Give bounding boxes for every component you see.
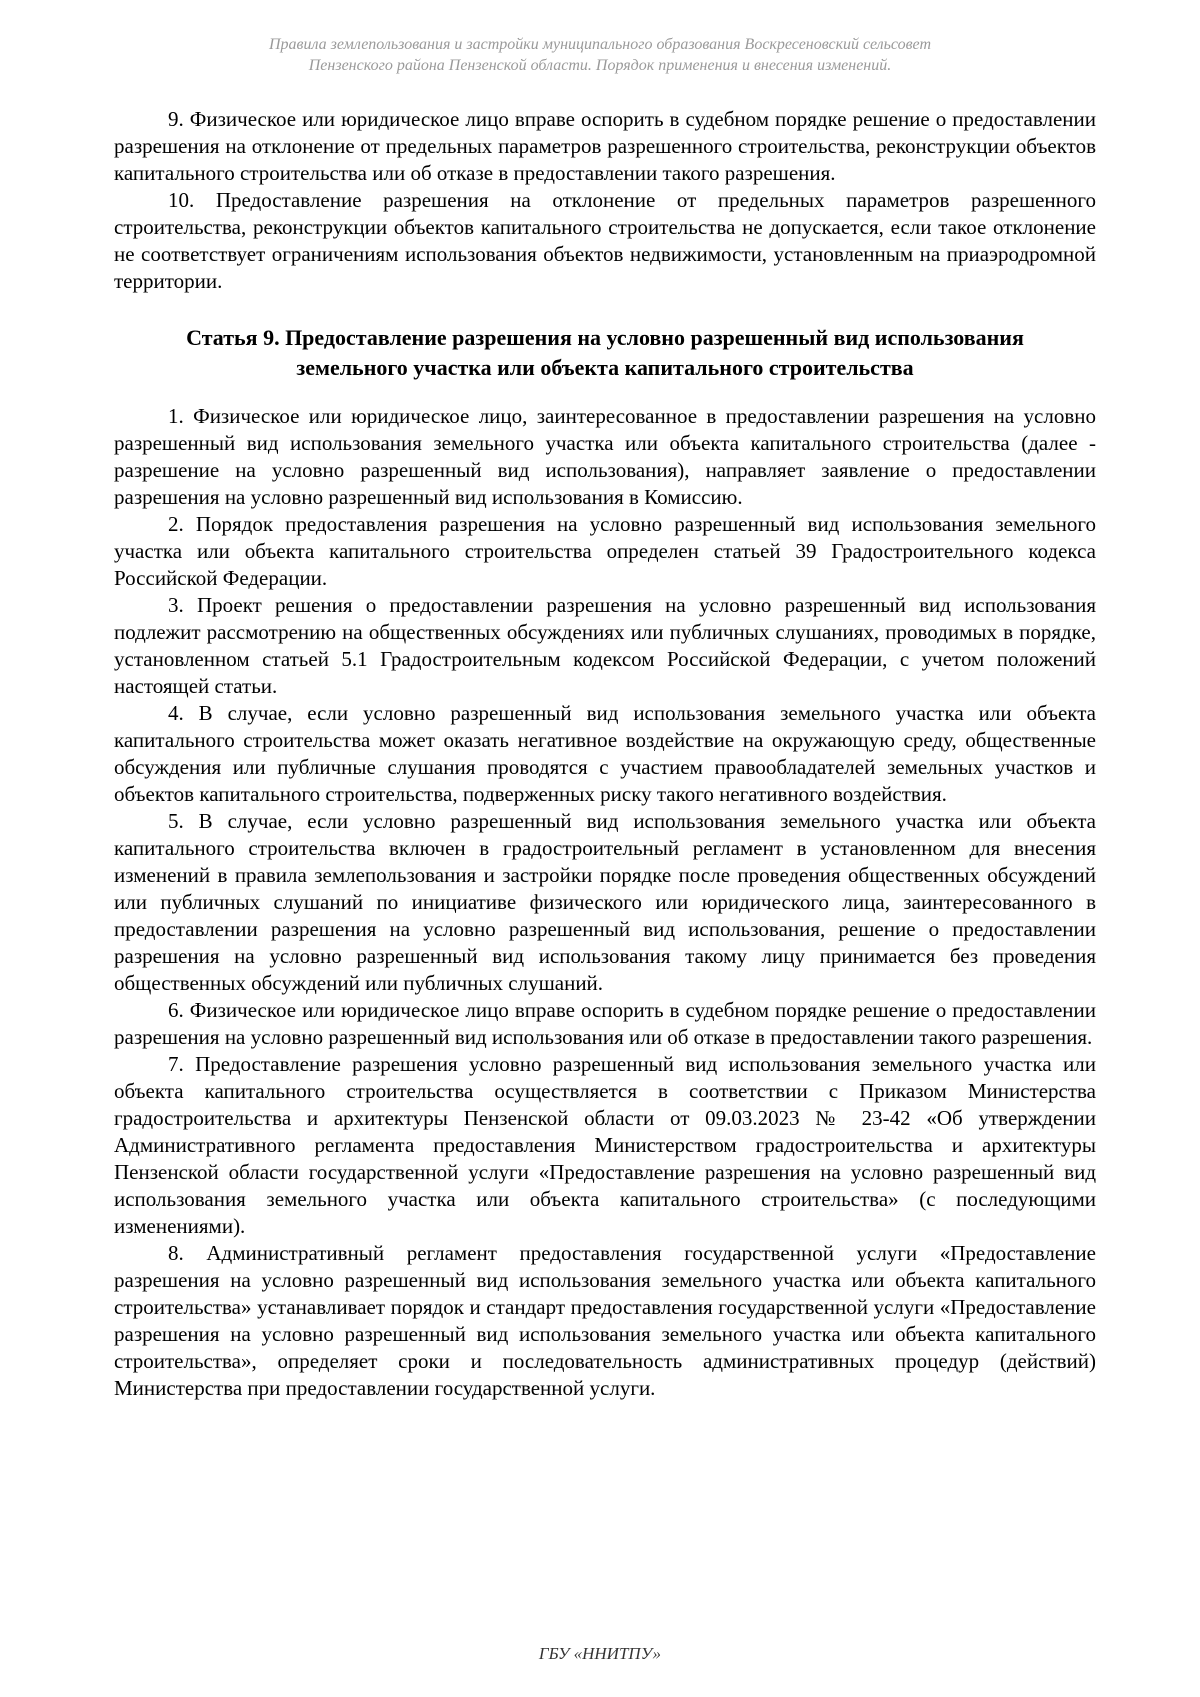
running-header-line-2: Пензенского района Пензенской области. Порядок применения и внесения изменений. — [308, 57, 892, 74]
article-paragraph-2: 2. Порядок предоставления разрешения на условно разрешенный вид использования земельного участка или объекта капитального строительства определен статьей 39 Градостроительного кодекса Российской Федерации. — [114, 512, 1096, 590]
running-footer: ГБУ «ННИТПУ» — [538, 1644, 662, 1663]
paragraph-item-9: 9. Физическое или юридическое лицо вправе оспорить в судебном порядке решение о предоставлении разрешения на отклонение от предельных параметров разрешенного строительства, реконструкции объектов капитального строительства или об отказе в предоставлении такого разрешения. — [114, 107, 1096, 185]
article-paragraph-5: 5. В случае, если условно разрешенный вид использования земельного участка или объекта капитального строительства включен в градостроительный регламент в установленном для внесения изменений в правила землепользования и застройки порядке после проведения общественных обсуждений или публичных слушаний по инициативе физического или юридического лица, заинтересованного в предоставлении разрешения на условно разрешенный вид использования, решение о предоставлении разрешения на условно разрешенный вид использования такому лицу принимается без проведения общественных обсуждений или публичных слушаний. — [114, 809, 1096, 995]
article-paragraph-1: 1. Физическое или юридическое лицо, заинтересованное в предоставлении разрешения на условно разрешенный вид использования земельного участка или объекта капитального строительства (далее - разрешение на условно разрешенный вид использования), направляет заявление о предоставлении разрешения на условно разрешенный вид использования в Комиссию. — [114, 404, 1096, 509]
running-header-line-1: Правила землепользования и застройки муниципального образования Воскресеновский сельсовет — [269, 36, 931, 53]
article-paragraph-4: 4. В случае, если условно разрешенный вид использования земельного участка или объекта капитального строительства может оказать негативное воздействие на окружающую среду, общественные обсуждения или публичные слушания проводятся с участием правообладателей земельных участков и объектов капитального строительства, подверженных риску такого негативного воздействия. — [114, 701, 1096, 806]
article-paragraph-6: 6. Физическое или юридическое лицо вправе оспорить в судебном порядке решение о предоставлении разрешения на условно разрешенный вид использования или об отказе в предоставлении такого разрешения. — [114, 998, 1096, 1049]
article-heading-line-1: Статья 9. Предоставление разрешения на условно разрешенный вид использования — [186, 325, 1024, 350]
article-paragraph-7: 7. Предоставление разрешения условно разрешенный вид использования земельного участка или объекта капитального строительства осуществляется в соответствии с Приказом Министерства градостроительства и архитектуры Пензенской области от 09.03.2023 № 23-42 «Об утверждении Административного регламента предоставления Министерством градостроительства и архитектуры Пензенской области государственной услуги «Предоставление разрешения на условно разрешенный вид использования земельного участка или объекта капитального строительства» (с последующими изменениями). — [114, 1052, 1096, 1238]
article-paragraph-3: 3. Проект решения о предоставлении разрешения на условно разрешенный вид использования подлежит рассмотрению на общественных обсуждениях или публичных слушаниях, проводимых в порядке, установленном статьей 5.1 Градостроительным кодексом Российской Федерации, с учетом положений настоящей статьи. — [114, 593, 1096, 698]
article-paragraph-8: 8. Административный регламент предоставления государственной услуги «Предоставление разрешения на условно разрешенный вид использования земельного участка или объекта капитального строительства» устанавливает порядок и стандарт предоставления государственной услуги «Предоставление разрешения на условно разрешенный вид использования земельного участка или объекта капитального строительства», определяет сроки и последовательность административных процедур (действий) Министерства при предоставлении государственной услуги. — [114, 1241, 1096, 1400]
paragraph-item-10: 10. Предоставление разрешения на отклонение от предельных параметров разрешенного строительства, реконструкции объектов капитального строительства не допускается, если такое отклонение не соответствует ограничениям использования объектов недвижимости, установленным на приаэродромной территории. — [114, 188, 1096, 293]
running-header — [120, 34, 1080, 76]
article-heading-line-2: земельного участка или объекта капитального строительства — [296, 355, 914, 380]
article-heading — [114, 323, 1096, 383]
document-body — [114, 106, 1096, 1402]
